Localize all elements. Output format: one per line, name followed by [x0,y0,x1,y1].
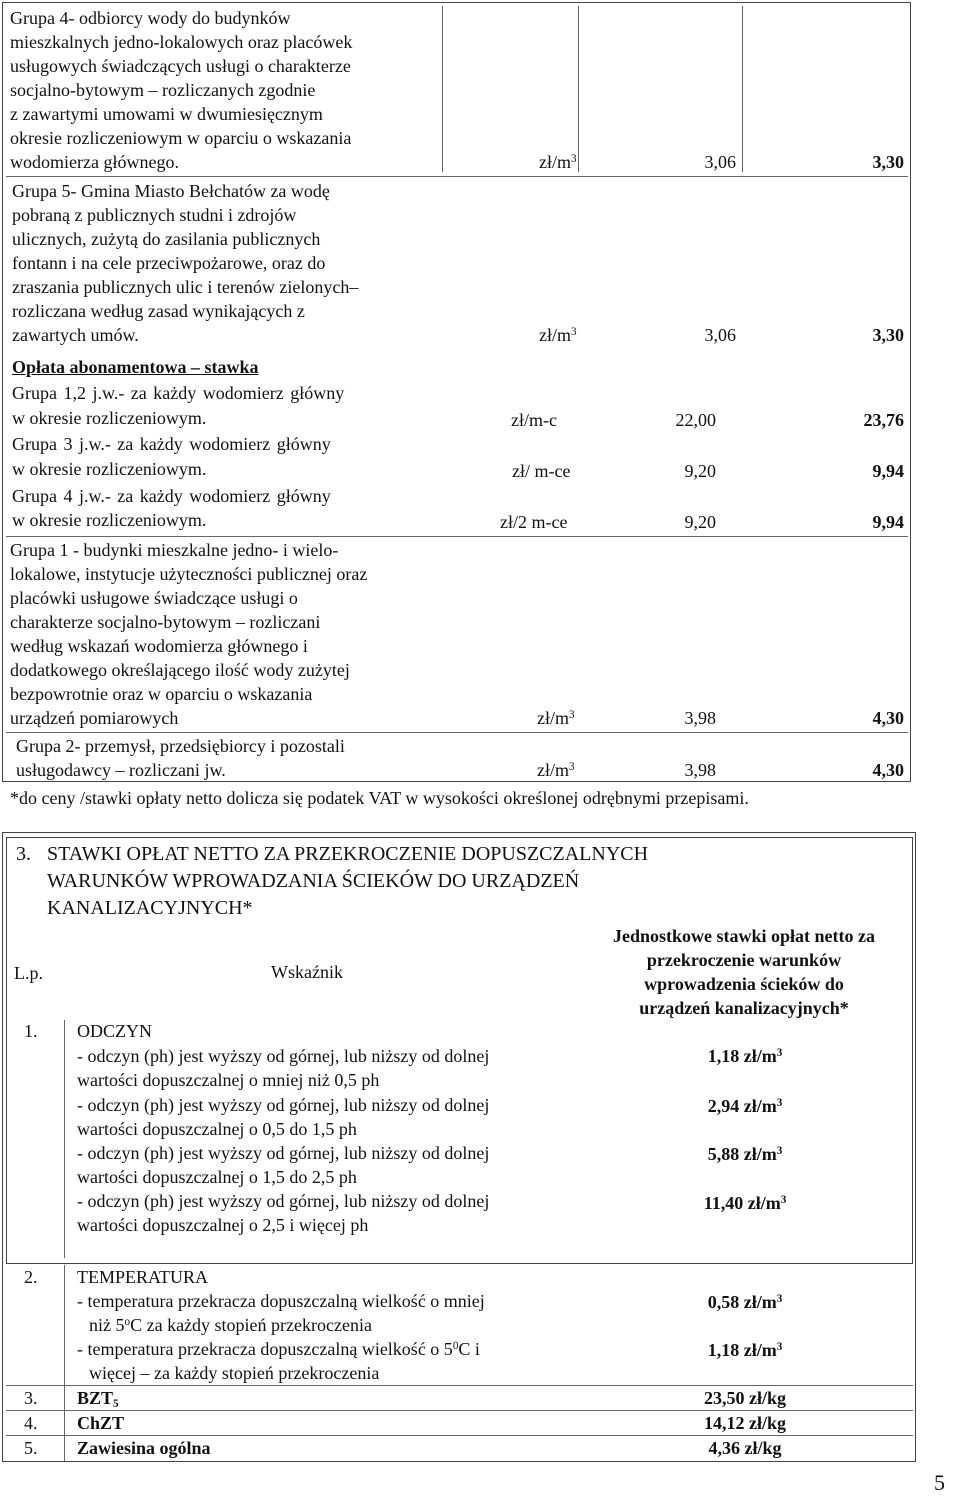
rate-value: 5,88 $zł/m^3$ [707,1144,783,1164]
description-line: Grupa 2- przemysł, przedsiębiorcy i pozostali [16,736,345,756]
page-number: 5 [934,1470,945,1495]
rate-value: 14,12 zł/kg [703,1413,786,1433]
description-line: Grupa 1,2 j.w.- za każdy wodomierz główny [12,383,345,403]
row-divider [6,536,908,537]
unit-label: zł/ m-ce [512,461,571,481]
indicator-description: - odczyn (ph) jest wyższy od górnej, lub niższy od dolnej [77,1095,490,1115]
price-new: 3,30 [872,325,904,345]
indicator-description: - temperatura przekracza dopuszczalną wielkość o $5^0C$ i [77,1339,480,1359]
price-current: 9,20 [684,461,716,481]
price-current: 9,20 [684,512,716,532]
indicator-description: - odczyn (ph) jest wyższy od górnej, lub niższy od dolnej [77,1191,490,1211]
description-line: pobraną z publicznych studni i zdrojów [12,205,297,225]
row-divider [6,732,908,733]
section-heading: KANALIZACYJNYCH* [47,897,253,919]
rate-value: 23,50 zł/kg [703,1388,786,1408]
indicator-description: niż 5$^o$C za każdy stopień przekroczenia [89,1315,372,1335]
price-new: 3,30 [872,152,904,172]
column-header-indicator: Wskaźnik [271,962,343,982]
description-line: bezpowrotnie oraz w oparciu o wskazania [10,684,313,704]
column-header-rate: urządzeń kanalizacyjnych* [639,998,849,1018]
indicator-description: - odczyn (ph) jest wyższy od górnej, lub niższy od dolnej [77,1143,490,1163]
rate-value: 1,18 $zł/m^3$ [707,1340,783,1360]
indicator-description: - temperatura przekracza dopuszczalną wielkość o mniej [77,1291,485,1311]
indicator-title: ChZT [77,1413,125,1433]
description-line: fontann i na cele przeciwpożarowe, oraz do [12,253,326,273]
column-header-rate: wprowadzenia ścieków do [644,974,844,994]
description-line: z zawartymi umowami w dwumiesięcznym [10,104,323,124]
description-line: urządzeń pomiarowych [10,708,179,728]
section-heading: STAWKI OPŁAT NETTO ZA PRZEKROCZENIE DOPUSZCZALNYCH [47,843,649,865]
row-number: 3. [24,1388,38,1408]
price-new: 4,30 [872,708,904,728]
description-line: usługodawcy – rozliczani jw. [16,760,226,780]
unit-label: $zł/m^3$ [539,325,577,345]
rate-value: 0,58 $zł/m^3$ [707,1292,783,1312]
unit-label: zł/m-c [511,410,557,430]
price-current: 22,00 [675,410,716,430]
price-current: 3,06 [704,325,736,345]
indicator-description: wartości dopuszczalnej o mniej niż 0,5 ph [77,1070,380,1090]
row-number: 4. [24,1413,38,1433]
unit-label: $zł/m^3$ [539,152,577,172]
description-line: Grupa 1 - budynki mieszkalne jedno- i wielo- [10,540,339,560]
indicator-description: - odczyn (ph) jest wyższy od górnej, lub niższy od dolnej [77,1046,490,1066]
indicator-description: wartości dopuszczalnej o 1,5 do 2,5 ph [77,1167,357,1187]
price-new: 9,94 [872,461,904,481]
description-line: Grupa 4- odbiorcy wody do budynków [10,8,291,28]
price-new: 4,30 [872,760,904,780]
description-line: Grupa 5- Gmina Miasto Bełchatów za wodę [12,181,330,201]
indicator-title: ODCZYN [77,1021,152,1041]
unit-label: zł/2 m-ce [500,512,568,532]
description-line: w okresie rozliczeniowym. [12,459,207,479]
column-divider [742,6,743,172]
description-line: w okresie rozliczeniowym. [12,510,207,530]
price-current: 3,98 [684,708,716,728]
column-divider [64,1265,65,1461]
vat-footnote: *do ceny /stawki opłaty netto dolicza się podatek VAT w wysokości określonej odrębnymi przepisami. [10,788,749,808]
subscription-fee-heading: Opłata abonamentowa – stawka [12,357,259,377]
price-new: 23,76 [863,410,904,430]
row-number: 5. [24,1438,38,1458]
description-line: okresie rozliczeniowym w oparciu o wskazania [10,128,352,148]
indicator-description: wartości dopuszczalnej o 2,5 i więcej ph [77,1215,369,1235]
description-line: Grupa 4 j.w.- za każdy wodomierz główny [12,486,331,506]
row-divider [6,1410,913,1411]
description-line: w okresie rozliczeniowym. [12,408,207,428]
price-current: 3,06 [704,152,736,172]
description-line: charakterze socjalno-bytowym – rozliczani [10,612,321,632]
row-divider [6,1435,913,1436]
section-heading: WARUNKÓW WPROWADZANIA ŚCIEKÓW DO URZĄDZEŃ [47,870,580,892]
column-divider [442,6,443,172]
description-line: zraszania publicznych ulic i terenów zielonych– [12,277,359,297]
row-number: 2. [24,1267,38,1287]
description-line: socjalno-bytowym – rozliczanych zgodnie [10,80,316,100]
indicator-title: TEMPERATURA [77,1267,209,1287]
description-line: Grupa 3 j.w.- za każdy wodomierz główny [12,434,331,454]
indicator-description: wartości dopuszczalnej o 0,5 do 1,5 ph [77,1119,357,1139]
column-divider [64,1020,65,1258]
price-current: 3,98 [684,760,716,780]
indicator-description: więcej – za każdy stopień przekroczenia [89,1363,380,1383]
description-line: ulicznych, zużytą do zasilania publicznych [12,229,321,249]
rate-value: 4,36 zł/kg [708,1438,782,1458]
column-header-rate: Jednostkowe stawki opłat netto za [612,926,875,946]
rate-value: 2,94 $zł/m^3$ [707,1096,783,1116]
column-header-rate: przekroczenie warunków [646,950,842,970]
row-number: 1. [24,1021,38,1041]
column-divider [578,6,579,172]
row-divider [6,1385,913,1386]
row-divider [6,176,908,177]
unit-label: $zł/m^3$ [537,760,575,780]
indicator-title: $BZT_5$ [77,1388,119,1411]
description-line: rozliczana według zasad wynikających z [12,301,305,321]
indicator-title: Zawiesina ogólna [77,1438,211,1458]
rate-value: 1,18 $zł/m^3$ [707,1046,783,1066]
description-line: wodomierza głównego. [10,152,179,172]
rate-value: 11,40 $zł/m^3$ [703,1193,787,1213]
description-line: dodatkowego określającego ilość wody zużytej [10,660,350,680]
description-line: według wskazań wodomierza głównego i [10,636,308,656]
unit-label: $zł/m^3$ [537,708,575,728]
section-heading-number: 3. [16,843,31,865]
description-line: usługowych świadczących usługi o charakterze [10,56,351,76]
description-line: mieszkalnych jedno-lokalowych oraz placówek [10,32,353,52]
description-line: zawartych umów. [12,325,139,345]
description-line: placówki usługowe świadczące usługi o [10,588,298,608]
description-line: lokalowe, instytucje użyteczności publicznej oraz [10,564,368,584]
column-header-lp: L.p. [14,963,43,983]
price-new: 9,94 [872,512,904,532]
